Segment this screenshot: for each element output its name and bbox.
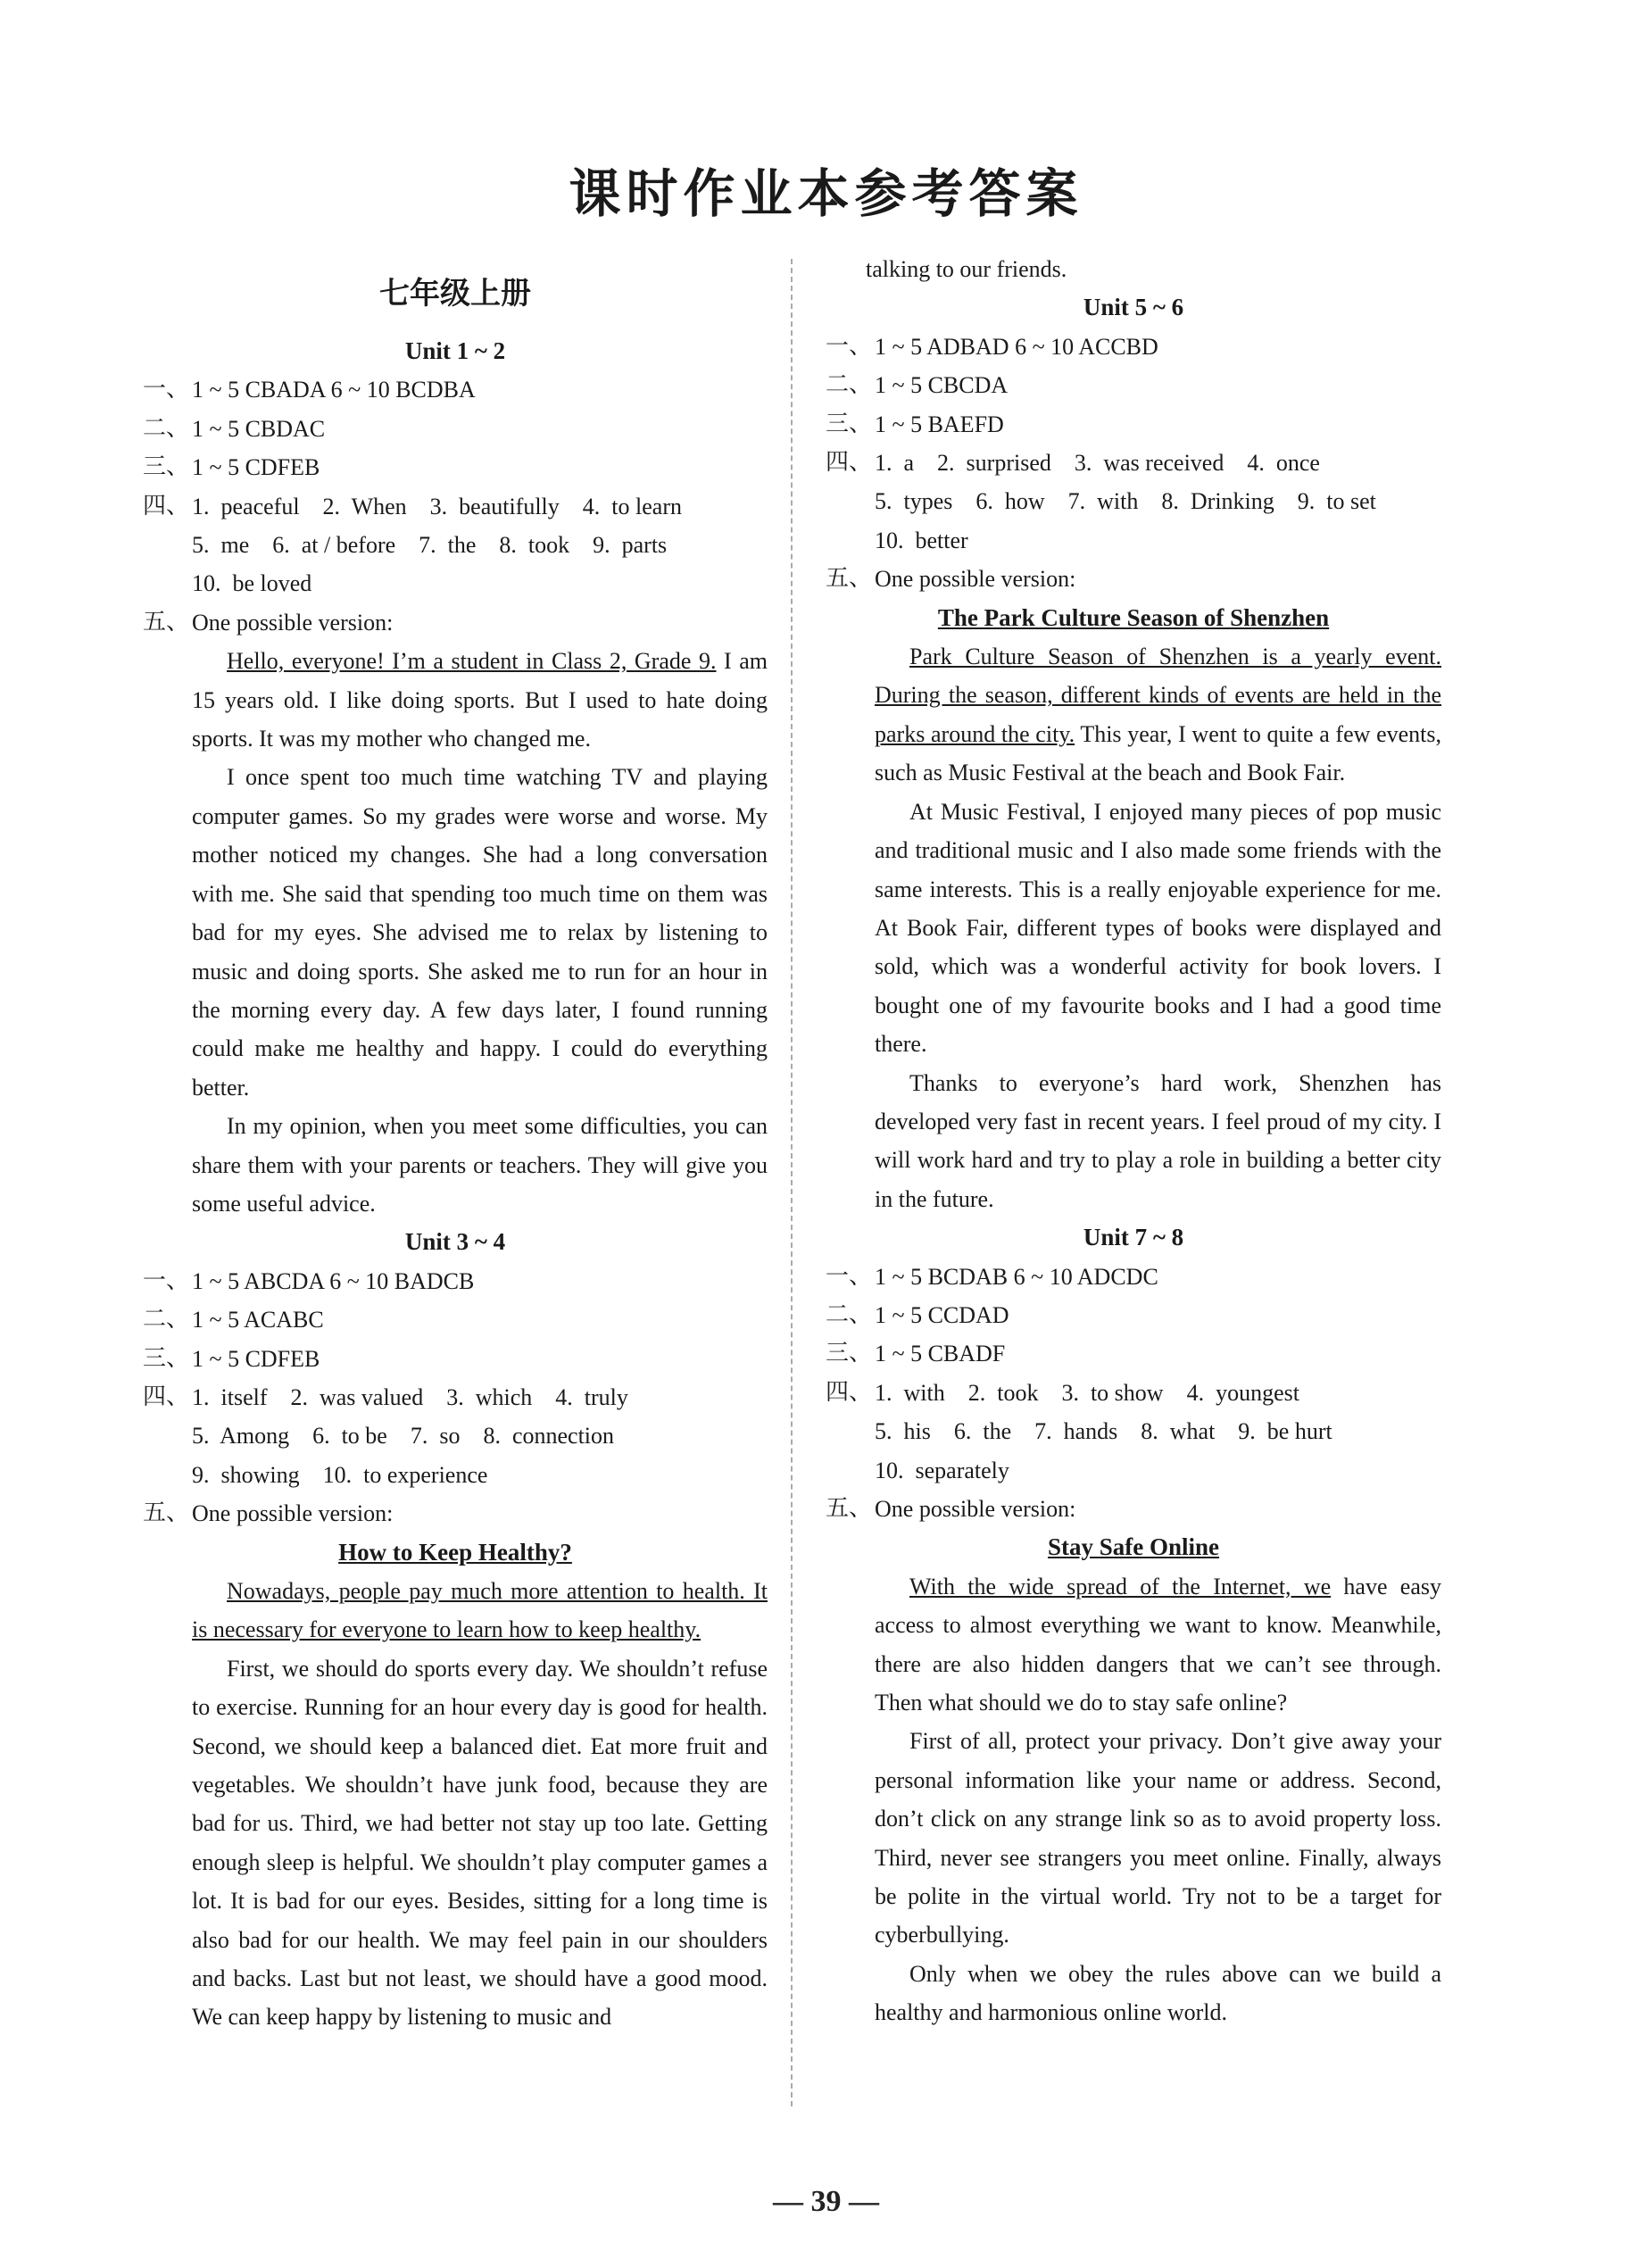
column-divider bbox=[791, 259, 793, 2106]
part-label: 二、 bbox=[826, 371, 873, 399]
answer-text: 1. peaceful 2. When 3. beautifully 4. to learn bbox=[192, 493, 682, 519]
u34-part-5 bbox=[143, 1494, 768, 1533]
part-label: 四、 bbox=[143, 492, 190, 519]
answer-text: 1 ~ 5 CDFEB bbox=[192, 1345, 320, 1372]
u34-part-3 bbox=[143, 1340, 768, 1378]
answer-text: 5. his 6. the 7. hands 8. what 9. be hurt bbox=[875, 1418, 1332, 1445]
answer-text: 5. types 6. how 7. with 8. Drinking 9. to set bbox=[875, 488, 1376, 515]
essay-paragraph: First of all, protect your privacy. Don’t give away your personal information like your name or address. Second, don’t click on any strange link so as to avoid property loss. Third, never see strangers you meet online. Finally, always be polite in the virtual world. Try not to be a target for cyberbullying. bbox=[875, 1728, 1441, 1948]
part-label: 四、 bbox=[826, 449, 873, 477]
answer-text: 9. showing 10. to experience bbox=[192, 1461, 488, 1488]
essay-text: have easy access to almost everything we want to know. Meanwhile, there are also hidden dangers that we can’t see through. Then what should we do to stay safe online? bbox=[875, 1573, 1441, 1716]
essay-title: Stay Safe Online bbox=[1047, 1533, 1220, 1561]
unit-1-2-title: Unit 1 ~ 2 bbox=[404, 337, 506, 364]
answer-text: 10. better bbox=[875, 527, 968, 553]
grade-title: 七年级上册 bbox=[379, 276, 531, 312]
u12-part-1 bbox=[143, 370, 768, 409]
left-column bbox=[143, 250, 768, 2037]
u78-part-1 bbox=[826, 1258, 1441, 1296]
answer-text: 1 ~ 5 ABCDA 6 ~ 10 BADCB bbox=[192, 1267, 475, 1294]
essay-paragraph bbox=[143, 642, 768, 758]
essay-paragraph bbox=[826, 637, 1441, 793]
u78-part-3 bbox=[826, 1334, 1441, 1373]
u56-part-3 bbox=[826, 405, 1441, 444]
u12-part-5 bbox=[143, 603, 768, 642]
part-label: 四、 bbox=[826, 1378, 873, 1406]
answer-text: 1 ~ 5 CCDAD bbox=[875, 1301, 1009, 1328]
part-label: 一、 bbox=[143, 1267, 190, 1294]
answer-text: 1. a 2. surprised 3. was received 4. once bbox=[875, 450, 1320, 477]
u56-part-2 bbox=[826, 366, 1441, 404]
part-label: 五、 bbox=[143, 1499, 190, 1527]
u12-part-3 bbox=[143, 448, 768, 486]
answer-text: 5. me 6. at / before 7. the 8. took 9. parts bbox=[192, 532, 668, 559]
part-label: 二、 bbox=[143, 1306, 190, 1333]
u34-part-1 bbox=[143, 1262, 768, 1300]
u12-part-2 bbox=[143, 410, 768, 448]
essay-paragraph: In my opinion, when you meet some difficulties, you can share them with your parents or teachers. They will give you some useful advice. bbox=[192, 1113, 768, 1217]
u56-part-1 bbox=[826, 328, 1441, 366]
answer-text: 1 ~ 5 ADBAD 6 ~ 10 ACCBD bbox=[875, 333, 1158, 360]
part-label: 一、 bbox=[826, 1262, 873, 1290]
u34-part-4 bbox=[143, 1378, 768, 1416]
part-label: 四、 bbox=[143, 1383, 190, 1410]
u78-part-4 bbox=[826, 1374, 1441, 1412]
u78-part-2 bbox=[826, 1296, 1441, 1334]
answer-text: 1. with 2. took 3. to show 4. youngest bbox=[875, 1379, 1299, 1406]
carry-over-text: talking to our friends. bbox=[866, 256, 1067, 282]
answer-text: One possible version: bbox=[192, 1500, 394, 1527]
essay-title: The Park Culture Season of Shenzhen bbox=[937, 603, 1330, 631]
part-label: 二、 bbox=[143, 414, 190, 442]
answer-text: 10. separately bbox=[875, 1457, 1009, 1483]
u56-part-4 bbox=[826, 444, 1441, 482]
answer-text: One possible version: bbox=[875, 1496, 1076, 1522]
essay-text: This year, I went to quite a few events, such as Music Festival at the beach and Book Fair. bbox=[875, 720, 1441, 786]
answer-text: 10. be loved bbox=[192, 570, 312, 597]
answer-text: 1 ~ 5 CBADA 6 ~ 10 BCDBA bbox=[192, 377, 476, 403]
essay-paragraph: At Music Festival, I enjoyed many pieces of pop music and traditional music and I also made some friends with the same interests. This is a really enjoyable experience for me. At Book Fair, different types of books were displayed and sold, which was a wonderful activity for book lovers. I bought one of my favourite books and I had a good time there. bbox=[875, 798, 1441, 1058]
underlined-sentence: With the wide spread of the Internet, we bbox=[909, 1573, 1332, 1599]
answer-text: 1 ~ 5 CBADF bbox=[875, 1341, 1006, 1367]
part-label: 三、 bbox=[826, 1340, 873, 1367]
answer-text: 1 ~ 5 CBCDA bbox=[875, 372, 1009, 399]
answer-text: 1 ~ 5 BAEFD bbox=[875, 411, 1004, 437]
answer-text: 5. Among 6. to be 7. so 8. connection bbox=[192, 1423, 615, 1450]
answer-text: 1 ~ 5 CBDAC bbox=[192, 415, 326, 442]
part-label: 三、 bbox=[826, 410, 873, 437]
answer-text: 1 ~ 5 ACABC bbox=[192, 1307, 324, 1333]
answer-text: One possible version: bbox=[192, 609, 394, 636]
part-label: 二、 bbox=[826, 1300, 873, 1328]
essay-text: I am 15 years old. I like doing sports. But I used to hate doing sports. It was my mother who changed me. bbox=[192, 648, 768, 752]
unit-3-4-title: Unit 3 ~ 4 bbox=[404, 1228, 506, 1256]
essay-paragraph bbox=[826, 1567, 1441, 1723]
answer-text: 1 ~ 5 BCDAB 6 ~ 10 ADCDC bbox=[875, 1263, 1158, 1290]
part-label: 五、 bbox=[826, 565, 873, 593]
page-number: — 39 — bbox=[773, 2185, 879, 2218]
answer-text: 1 ~ 5 CDFEB bbox=[192, 454, 320, 481]
essay-paragraph: Only when we obey the rules above can we build a healthy and harmonious online world. bbox=[875, 1960, 1441, 2026]
essay-title: How to Keep Healthy? bbox=[338, 1538, 572, 1566]
u78-part-5 bbox=[826, 1490, 1441, 1528]
part-label: 一、 bbox=[143, 376, 190, 403]
part-label: 一、 bbox=[826, 332, 873, 360]
part-label: 五、 bbox=[143, 608, 190, 636]
underlined-sentence: Park Culture Season of Shenzhen is a yearly event. During the season, different kinds of events are held in the parks around the city. bbox=[875, 644, 1441, 747]
answer-text: 1. itself 2. was valued 3. which 4. truly bbox=[192, 1383, 628, 1410]
essay-paragraph: First, we should do sports every day. We shouldn’t refuse to exercise. Running for an hour every day is good for health. Second, we should keep a balanced diet. Eat more fruit and vegetables. We shouldn’t have junk food, because they are bad for us. Third, we had better not stay up too late. Getting enough sleep is helpful. We shouldn’t play computer games a lot. It is bad for our eyes. Besides, sitting for a long time is also bad for our health. We may feel pain in our shoulders and backs. Last but not least, we should have a good mood. We can keep happy by listening to music and bbox=[192, 1655, 768, 2031]
u56-part-5 bbox=[826, 560, 1441, 598]
underlined-sentence: Hello, everyone! I’m a student in Class 2, Grade 9. bbox=[227, 648, 717, 675]
page-title: 课时作业本参考答案 bbox=[569, 163, 1083, 224]
u34-part-2 bbox=[143, 1300, 768, 1339]
unit-5-6-title: Unit 5 ~ 6 bbox=[1083, 294, 1184, 321]
u12-part-4 bbox=[143, 487, 768, 526]
part-label: 三、 bbox=[143, 453, 190, 481]
right-column bbox=[826, 250, 1441, 2032]
answer-text: One possible version: bbox=[875, 566, 1076, 593]
unit-7-8-title: Unit 7 ~ 8 bbox=[1083, 1224, 1184, 1251]
part-label: 五、 bbox=[826, 1495, 873, 1522]
essay-paragraph: I once spent too much time watching TV and playing computer games. So my grades were worse and worse. My mother noticed my changes. She had a long conversation with me. She said that spending too much time on them was bad for my eyes. She advised me to relax by listening to music and doing sports. She asked me to run for an hour in the morning every day. A few days later, I found running could make me healthy and happy. I could do everything better. bbox=[192, 764, 768, 1101]
essay-paragraph: Nowadays, people pay much more attention to health. It is necessary for everyone to learn how to keep healthy. bbox=[192, 1578, 768, 1643]
part-label: 三、 bbox=[143, 1344, 190, 1372]
essay-paragraph: Thanks to everyone’s hard work, Shenzhen has developed very fast in recent years. I feel proud of my city. I will work hard and try to play a role in building a better city in the future. bbox=[875, 1069, 1441, 1212]
